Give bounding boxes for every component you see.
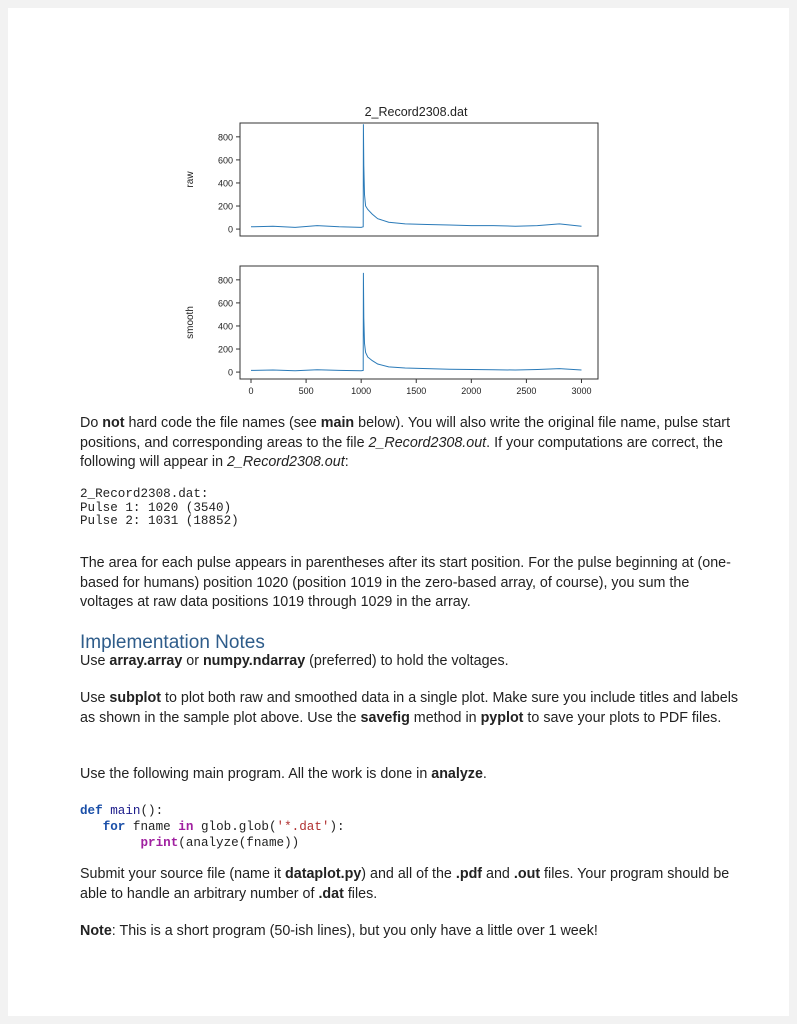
section-heading: Implementation Notes: [80, 632, 265, 653]
y-tick-label: 200: [217, 201, 233, 212]
y-tick-label: 200: [217, 344, 233, 355]
document-page: [8, 8, 789, 1016]
paragraph-array-note: Use array.array or numpy.ndarray (preferred) to hold the voltages.: [80, 653, 509, 669]
output-line: 2_Record2308.dat:: [80, 487, 209, 501]
paragraph-submit-note: Submit your source file (name it dataplot.py) and all of the .pdf and .out files. Your program should be able to handle an arbitrary number of .dat files.: [80, 866, 730, 902]
y-tick-label: 800: [217, 275, 233, 286]
sample-output: [80, 488, 239, 529]
x-tick-label: 500: [298, 386, 314, 396]
code-line: for fname in glob.glob('*.dat'):: [102, 820, 345, 834]
plot-frame: [240, 266, 598, 379]
smooth-panel: [185, 266, 598, 396]
y-tick-label: 400: [217, 321, 233, 332]
paragraph-main-note: Use the following main program. All the work is done in analyze.: [80, 766, 487, 782]
paragraph-subplot-note: Use subplot to plot both raw and smoothed data in a single plot. Make sure you include titles and labels as shown in the sample plot above. Use the savefig method in pyplot to save your plots to PDF files.: [80, 690, 739, 726]
output-line: Pulse 2: 1031 (18852): [80, 514, 239, 528]
x-tick-label: 0: [248, 386, 254, 396]
code-line: def main():: [80, 804, 164, 818]
x-tick-label: 2500: [516, 386, 537, 396]
paragraph-area-explanation: The area for each pulse appears in parentheses after its start position. For the pulse beginning at (one-based for humans) position 1020 (position 1019 in the zero-based array, of course), you sum the voltages at raw data positions 1019 through 1029 in the array.: [80, 555, 731, 610]
raw-panel: [185, 123, 598, 236]
y-tick-label: 0: [227, 224, 233, 235]
output-line: Pulse 1: 1020 (3540): [80, 500, 232, 515]
y-tick-label: 600: [217, 155, 233, 166]
y-axis-label: raw: [185, 171, 196, 188]
y-tick-label: 0: [227, 367, 233, 378]
paragraph-final-note: Note: This is a short program (50-ish lines), but you only have a little over 1 week!: [80, 923, 598, 939]
y-tick-label: 600: [217, 298, 233, 309]
y-tick-label: 400: [217, 178, 233, 189]
code-line: print(analyze(fname)): [140, 836, 300, 850]
x-tick-label: 1000: [351, 386, 372, 396]
plot-frame: [240, 123, 598, 236]
paragraph-output-description: Do not hard code the file names (see main below). You will also write the original file name, pulse start positions, and corresponding areas to the file 2_Record2308.out. If your computations are correct, the following will appear in 2_Record2308.out:: [80, 415, 731, 470]
code-block: [80, 803, 345, 851]
x-tick-label: 2000: [461, 386, 482, 396]
y-axis-label: smooth: [185, 306, 196, 339]
pulse-figure: [178, 98, 608, 408]
x-tick-label: 1500: [406, 386, 427, 396]
y-tick-label: 800: [217, 132, 233, 143]
figure-title: 2_Record2308.dat: [364, 105, 468, 119]
x-tick-label: 3000: [571, 386, 592, 396]
